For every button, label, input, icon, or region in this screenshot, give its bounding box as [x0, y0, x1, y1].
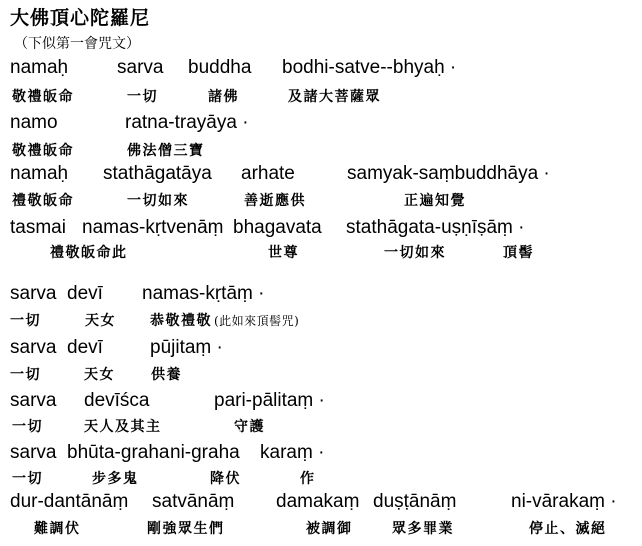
chinese-gloss: 供養 — [151, 367, 182, 383]
sanskrit-term: namas-kṛtvenāṃ — [82, 217, 224, 238]
sanskrit-line — [0, 111, 642, 139]
chinese-gloss: 天女 — [85, 313, 116, 329]
sanskrit-line — [0, 56, 642, 84]
chinese-gloss-line — [0, 242, 642, 270]
sanskrit-term: namas-kṛtāṃ · — [142, 283, 265, 304]
sanskrit-term: buddha — [188, 57, 252, 78]
sanskrit-term: arhate — [241, 163, 295, 184]
sanskrit-term: sarva — [10, 390, 57, 411]
sanskrit-line — [0, 441, 642, 469]
chinese-gloss: 步多鬼 — [92, 471, 139, 487]
sanskrit-term: devī — [67, 283, 103, 304]
sanskrit-term: tasmai — [10, 217, 66, 238]
chinese-gloss: 一切 — [12, 471, 43, 487]
sanskrit-term: samyak-saṃbuddhāya · — [347, 163, 550, 184]
sanskrit-term: pari-pālitaṃ · — [214, 390, 325, 411]
sanskrit-term: sarva — [10, 283, 57, 304]
sanskrit-term: satvānāṃ — [152, 491, 235, 512]
chinese-gloss: 被調御 — [306, 521, 353, 537]
chinese-gloss: 佛法僧三寶 — [127, 143, 205, 159]
chinese-gloss: 眾多罪業 — [392, 521, 454, 537]
sanskrit-line — [0, 389, 642, 417]
chinese-gloss: 一切如來 — [127, 193, 189, 209]
chinese-gloss: 世尊 — [268, 245, 299, 261]
sanskrit-line — [0, 216, 642, 244]
chinese-gloss-line — [0, 86, 642, 114]
sanskrit-term: bhagavata — [233, 217, 322, 238]
chinese-gloss: 停止、滅絕 — [529, 521, 607, 537]
document-subtitle: （下似第一會咒文） — [14, 36, 140, 52]
chinese-gloss-line — [0, 190, 642, 218]
chinese-gloss: 禮敬皈命 — [12, 193, 74, 209]
sanskrit-line — [0, 490, 642, 518]
sanskrit-term: namaḥ — [10, 57, 69, 78]
sanskrit-term: devī — [67, 337, 103, 358]
chinese-gloss-line — [0, 518, 642, 546]
chinese-gloss: 作 — [300, 471, 316, 487]
chinese-gloss: 及諸大菩薩眾 — [288, 89, 381, 105]
sanskrit-term: bodhi-satve--bhyaḥ · — [282, 57, 457, 78]
chinese-gloss: 降伏 — [210, 471, 241, 487]
chinese-gloss-line — [0, 416, 642, 444]
chinese-gloss: 敬禮皈命 — [12, 89, 74, 105]
sanskrit-term: sarva — [10, 337, 57, 358]
sanskrit-term: ni-graha — [170, 442, 240, 463]
sanskrit-term: namo — [10, 112, 58, 133]
chinese-gloss: 一切 — [10, 313, 41, 329]
sanskrit-term: stathāgata-uṣṇīṣāṃ · — [346, 217, 525, 238]
chinese-gloss: 天女 — [84, 367, 115, 383]
sanskrit-line — [0, 336, 642, 364]
sanskrit-term: pūjitaṃ · — [150, 337, 223, 358]
chinese-gloss: 剛強眾生們 — [147, 521, 225, 537]
sanskrit-term: dur-dantānāṃ — [10, 491, 129, 512]
chinese-gloss: 難調伏 — [34, 521, 81, 537]
chinese-gloss: 諸佛 — [208, 89, 239, 105]
sanskrit-term: duṣṭānāṃ — [373, 491, 457, 512]
chinese-gloss: 禮敬皈命此 — [50, 245, 128, 261]
chinese-gloss: 善逝應供 — [244, 193, 306, 209]
sanskrit-term: ni-vārakaṃ · — [511, 491, 617, 512]
sanskrit-term: namaḥ — [10, 163, 69, 184]
sanskrit-term: bhūta-graha — [67, 442, 170, 463]
sanskrit-term: sarva — [10, 442, 57, 463]
gloss-note: (此如來頂髻咒) — [214, 314, 300, 328]
document-title: 大佛頂心陀羅尼 — [10, 7, 151, 29]
sanskrit-term: sarva — [117, 57, 164, 78]
chinese-gloss: 守護 — [234, 419, 265, 435]
chinese-gloss: 正遍知覺 — [404, 193, 466, 209]
chinese-gloss: 頂髻 — [503, 245, 534, 261]
chinese-gloss-line — [0, 364, 642, 392]
chinese-gloss: 敬禮皈命 — [12, 143, 74, 159]
sanskrit-line — [0, 282, 642, 310]
sanskrit-line — [0, 162, 642, 190]
sanskrit-term: damakaṃ — [276, 491, 360, 512]
chinese-gloss: 一切 — [12, 419, 43, 435]
sanskrit-term: stathāgatāya — [103, 163, 212, 184]
chinese-gloss: 一切 — [10, 367, 41, 383]
chinese-gloss: 一切 — [127, 89, 158, 105]
chinese-gloss: 天人及其主 — [84, 419, 162, 435]
sanskrit-term: devīśca — [84, 390, 150, 411]
chinese-gloss: 一切如來 — [384, 245, 446, 261]
sanskrit-term: karaṃ · — [260, 442, 325, 463]
chinese-gloss: 恭敬禮敬 (此如來頂髻咒) — [150, 313, 300, 329]
sanskrit-term: ratna-trayāya · — [125, 112, 249, 133]
chinese-gloss-line — [0, 310, 642, 338]
